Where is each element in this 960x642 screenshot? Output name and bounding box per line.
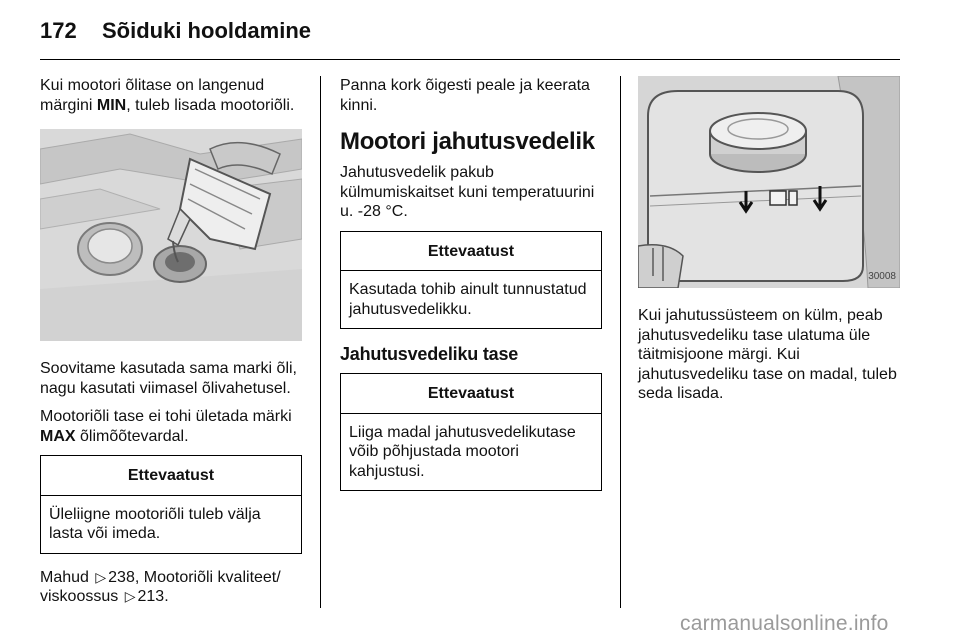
section-heading: Mootori jahutusvedelik: [340, 128, 595, 155]
header-divider: [40, 59, 900, 60]
reference-paragraph: Mahud ▷ 238, Mootoriõli kvaliteet/ viskoossus ▷ 213.: [40, 568, 281, 605]
page-ref-arrow-icon: ▷: [124, 588, 136, 604]
oil-refill-illustration: [40, 129, 302, 341]
coolant-tank-illustration: [638, 76, 900, 288]
notice-box-coolant-level: [340, 373, 602, 491]
page-title: Sõiduki hooldamine: [102, 18, 312, 43]
min-mark: MIN: [96, 96, 127, 114]
page-ref-link[interactable]: 213: [137, 588, 165, 605]
notice-body: Üleliigne mootoriõli tuleb välja lasta või imeda.: [49, 505, 261, 542]
notice-title: Ettevaatust: [41, 456, 301, 496]
page-header: [40, 18, 311, 48]
notice-title: Ettevaatust: [341, 374, 601, 414]
max-paragraph: Mootoriõli tase ei tohi ületada märki MAX õlimõõtevardal.: [40, 408, 292, 445]
page-number: 172: [40, 18, 77, 43]
max-mark: MAX: [40, 427, 76, 445]
page-ref-arrow-icon: ▷: [95, 568, 107, 585]
figure-id: 30008: [868, 270, 896, 282]
column-divider-1: [320, 76, 321, 608]
column-middle: [340, 76, 602, 505]
notice-body: Kasutada tohib ainult tunnustatud jahutusvedelikku.: [349, 281, 587, 318]
coolant-reservoir-illustration: [638, 76, 900, 288]
notice-box-coolant-type: [340, 231, 602, 330]
column-left: [40, 76, 302, 616]
frost-paragraph: Jahutusvedelik pakub külmumiskaitset kuni temperatuurini u. -28 °C.: [340, 164, 595, 220]
oil-intro-paragraph: Kui mootori õlitase on langenud märgini MIN, tuleb lisada mootoriõli.: [40, 77, 295, 114]
notice-box-oil: [40, 455, 302, 554]
column-divider-2: [620, 76, 621, 608]
column-right: [638, 76, 900, 413]
cap-paragraph: Panna kork õigesti peale ja keerata kinni.: [340, 77, 590, 114]
subsection-heading: Jahutusvedeliku tase: [340, 344, 519, 364]
notice-title: Ettevaatust: [341, 232, 601, 272]
notice-body: Liiga madal jahutusvedelikutase võib põhjustada mootori kahjustusi.: [349, 423, 576, 480]
coolant-level-paragraph: Kui jahutussüsteem on külm, peab jahutusvedeliku tase ulatuma üle täitmisjoone märgi. Kui jahutusvedeliku tase on madal, tuleb seda lisada.: [638, 307, 897, 402]
recommend-paragraph: Soovitame kasutada sama marki õli, nagu kasutati viimasel õlivahetusel.: [40, 360, 297, 397]
oil-bottle-illustration: [40, 129, 302, 341]
page-ref-link[interactable]: 238: [108, 568, 135, 586]
watermark[interactable]: carmanualsonline.info: [680, 612, 889, 635]
